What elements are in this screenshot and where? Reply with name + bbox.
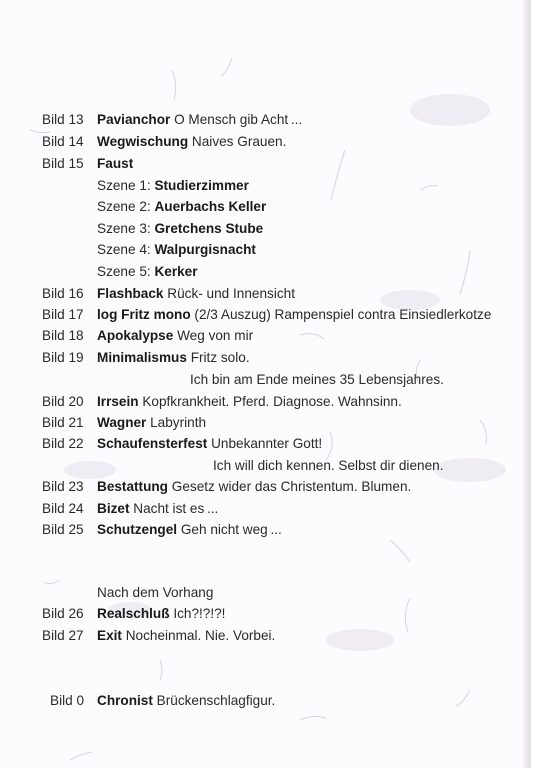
entry-label: Bild 14	[42, 134, 84, 149]
entry-title: log Fritz mono	[97, 307, 191, 322]
entry-label: Bild 23	[42, 479, 84, 494]
entry-desc: Kopfkrankheit. Pferd. Diagnose. Wahnsinn.	[142, 394, 402, 409]
entry-desc: Geh nicht weg ...	[180, 522, 282, 537]
entry-title: Apokalypse	[97, 328, 174, 343]
scene-title: Gretchens Stube	[154, 221, 264, 236]
entry-desc: Brückenschlagfigur.	[156, 693, 276, 708]
entry-label: Bild 17	[42, 307, 84, 322]
entry-continuation: Ich will dich kennen. Selbst dir dienen.	[213, 458, 444, 473]
scene-item	[97, 198, 266, 216]
scene-label: Szene 2:	[97, 199, 151, 214]
entry-desc: O Mensch gib Acht ...	[174, 112, 303, 127]
entry-label: Bild 26	[42, 606, 84, 621]
entry-title: Exit	[97, 628, 122, 643]
entry-label: Bild 21	[42, 415, 84, 430]
entry-label: Bild 16	[42, 286, 84, 301]
scene-title: Auerbachs Keller	[154, 199, 267, 214]
scene-label: Szene 4:	[97, 242, 151, 257]
scene-title: Walpurgisnacht	[154, 242, 256, 257]
entry-label: Bild 20	[42, 394, 84, 409]
entry-title: Chronist	[97, 693, 153, 708]
entry-label: Bild 0	[50, 693, 85, 708]
entry-desc: Nocheinmal. Nie. Vorbei.	[125, 628, 276, 643]
entry-desc: Nacht ist es ...	[133, 501, 219, 516]
entry-desc: Unbekannter Gott!	[211, 436, 323, 451]
entry-title: Wagner	[97, 415, 147, 430]
entry-title: Bestattung	[97, 479, 168, 494]
scene-item	[97, 220, 263, 238]
entry-title: Flashback	[97, 286, 164, 301]
scene-item	[97, 177, 249, 195]
entry-title: Pavianchor	[97, 112, 171, 127]
entry-desc: (2/3 Auszug) Rampenspiel contra Einsiedlerkotze	[194, 307, 492, 322]
scene-item	[97, 241, 256, 259]
entry-title: Schutzengel	[97, 522, 178, 537]
entry-desc: Naives Grauen.	[191, 134, 287, 149]
entry-desc: Weg von mir	[177, 328, 254, 343]
entry-title: Wegwischung	[97, 134, 189, 149]
entry-label: Bild 19	[42, 350, 84, 365]
entry-label: Bild 22	[42, 436, 84, 451]
scene-label: Szene 5:	[97, 264, 151, 279]
entry-label: Bild 25	[42, 522, 84, 537]
scene-title: Studierzimmer	[154, 178, 249, 193]
entry-label: Bild 13	[42, 112, 84, 127]
entry-title: Bizet	[97, 501, 130, 516]
entry-desc: Labyrinth	[150, 415, 207, 430]
page-edge	[523, 0, 531, 768]
entry-title: Irrsein	[97, 394, 139, 409]
entry-desc: Gesetz wider das Christentum. Blumen.	[171, 479, 412, 494]
scene-title: Kerker	[154, 264, 198, 279]
entry-desc: Rück- und Innensicht	[167, 286, 295, 301]
scene-item	[97, 263, 198, 281]
entry-desc: Ich?!?!?!	[173, 606, 226, 621]
scene-label: Szene 1:	[97, 178, 151, 193]
entry-label: Bild 27	[42, 628, 84, 643]
entry-title: Minimalismus	[97, 350, 187, 365]
entry-label: Bild 15	[42, 156, 84, 171]
scene-label: Szene 3:	[97, 221, 151, 236]
entry-label: Bild 24	[42, 501, 84, 516]
entry-desc: Fritz solo.	[190, 350, 250, 365]
entry-continuation: Ich bin am Ende meines 35 Lebensjahres.	[190, 372, 444, 387]
entry-label: Bild 18	[42, 328, 84, 343]
section-heading: Nach dem Vorhang	[97, 585, 214, 600]
entry-title: Schaufensterfest	[97, 436, 208, 451]
entry-title: Faust	[97, 156, 134, 171]
entry-title: Realschluß	[97, 606, 170, 621]
